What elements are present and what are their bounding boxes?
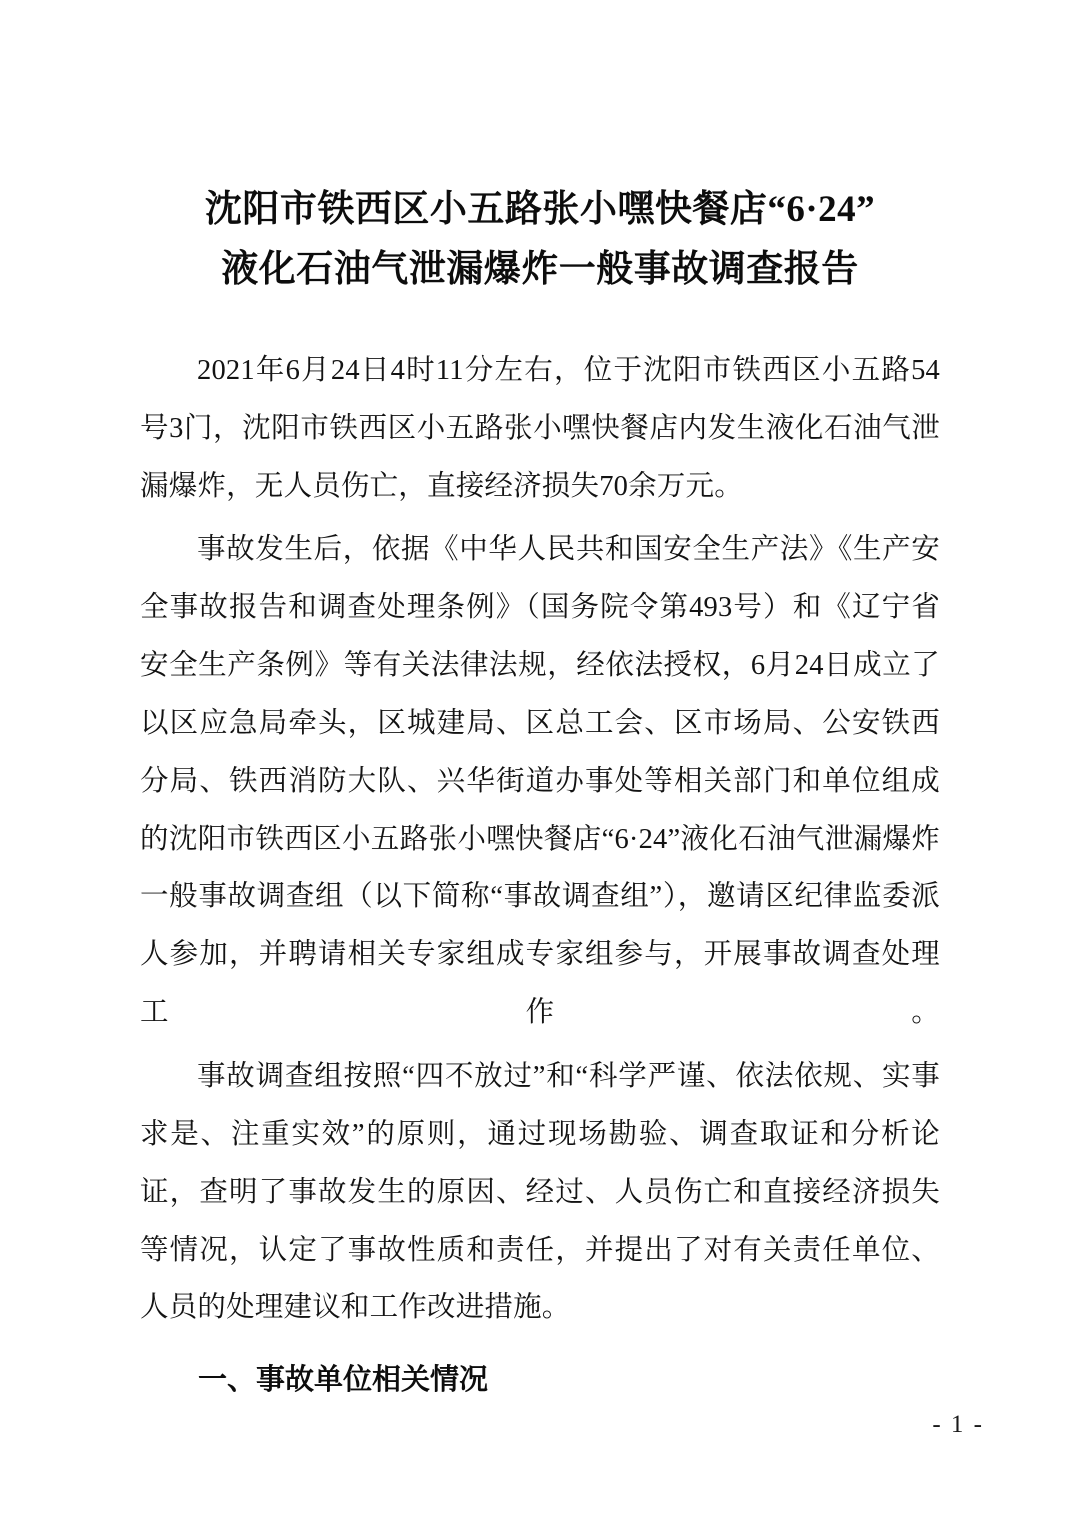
page-title	[0, 0, 1080, 300]
paragraph-3: 事故调查组按照“四不放过”和“科学严谨、依法依规、实事求是、注重实效”的原则，通过现场勘验、调查取证和分析论证，查明了事故发生的原因、经过、人员伤亡和直接经济损失等情况，认定了事故性质和责任，并提出了对有关责任单位、人员的处理建议和工作改进措施。	[140, 1061, 940, 1324]
paragraph-2: 事故发生后，依据《中华人民共和国安全生产法》《生产安全事故报告和调查处理条例》（国务院令第493号）和《辽宁省安全生产条例》等有关法律法规，经依法授权，6月24日成立了以区应急局牵头，区城建局、区总工会、区市场局、公安铁西分局、铁西消防大队、兴华街道办事处等相关部门和单位组成的沈阳市铁西区小五路张小嘿快餐店“6·24”液化石油气泄漏爆炸一般事故调查组（以下简称“事故调查组”），邀请区纪律监委派人参加，并聘请相关专家组成专家组参与，开展事故调查处理工作。	[140, 534, 940, 1029]
paragraph-1: 2021年6月24日4时11分左右，位于沈阳市铁西区小五路54号3门，沈阳市铁西区小五路张小嘿快餐店内发生液化石油气泄漏爆炸，无人员伤亡，直接经济损失70余万元。	[140, 354, 940, 502]
section-heading-1: 一、事故单位相关情况	[198, 1364, 489, 1397]
page-title-line-2: 液化石油气泄漏爆炸一般事故调查报告	[221, 248, 859, 290]
document-body	[140, 300, 940, 1409]
page-title-line-1: 沈阳市铁西区小五路张小嘿快餐店“6·24”	[204, 189, 876, 230]
page-number: - 1 -	[932, 1411, 984, 1438]
